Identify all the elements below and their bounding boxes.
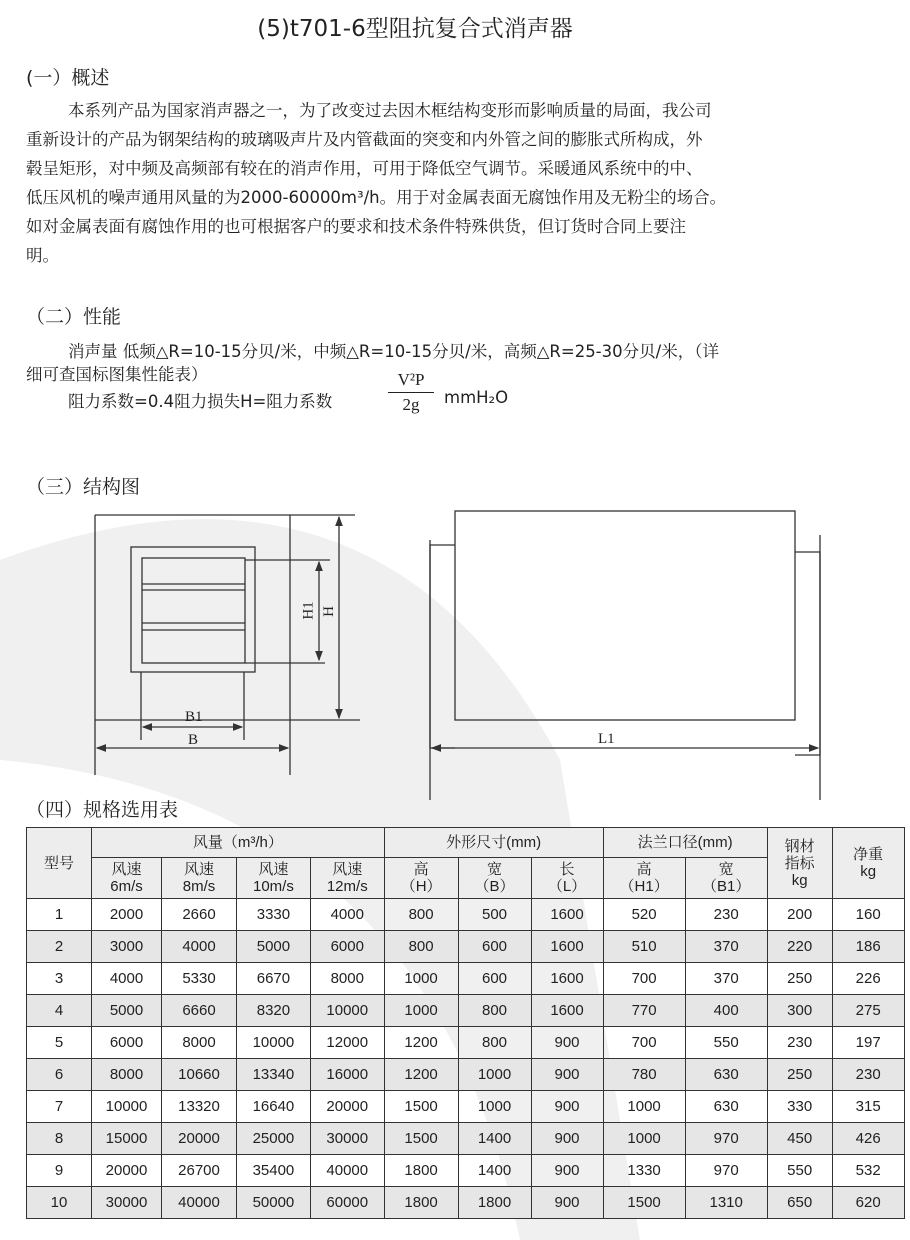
- table-cell: 220: [767, 931, 832, 963]
- header-sub: 高（H1）: [603, 858, 685, 899]
- label-b1: B1: [185, 709, 203, 725]
- table-cell: 9: [27, 1155, 92, 1187]
- table-cell: 1400: [458, 1123, 531, 1155]
- table-cell: 800: [458, 1027, 531, 1059]
- table-cell: 900: [531, 1027, 603, 1059]
- table-cell: 40000: [162, 1187, 237, 1219]
- performance-line: 细可查国标图集性能表）: [26, 365, 208, 384]
- table-cell: 6660: [162, 995, 237, 1027]
- performance-line: 消声量 低频△R=10-15分贝/米，中频△R=10-15分贝/米，高频△R=25-30分贝/米，（详: [68, 342, 719, 361]
- table-cell: 1500: [603, 1187, 685, 1219]
- table-cell: 1: [27, 899, 92, 931]
- table-cell: 700: [603, 1027, 685, 1059]
- table-row: [27, 1027, 905, 1059]
- table-cell: 2660: [162, 899, 237, 931]
- section-heading-performance: （二）性能: [26, 306, 122, 328]
- table-cell: 1200: [384, 1027, 458, 1059]
- table-cell: 10660: [162, 1059, 237, 1091]
- table-cell: 620: [832, 1187, 904, 1219]
- table-cell: 1600: [531, 899, 603, 931]
- table-cell: 20000: [162, 1123, 237, 1155]
- table-cell: 10000: [237, 1027, 311, 1059]
- table-cell: 40000: [310, 1155, 384, 1187]
- table-cell: 250: [767, 1059, 832, 1091]
- table-cell: 10000: [310, 995, 384, 1027]
- table-cell: 26700: [162, 1155, 237, 1187]
- table-cell: 1500: [384, 1091, 458, 1123]
- table-cell: 1000: [384, 963, 458, 995]
- formula-denominator: 2g: [402, 395, 420, 414]
- paragraph-line: 本系列产品为国家消声器之一，为了改变过去因木框结构变形而影响质量的局面，我公司: [68, 101, 712, 120]
- table-row: [27, 995, 905, 1027]
- header-airflow: 风量（m³/h）: [92, 828, 385, 858]
- formula-unit: mmH₂O: [444, 388, 509, 407]
- table-row: [27, 931, 905, 963]
- header-sub: 宽（B）: [458, 858, 531, 899]
- table-cell: 50000: [237, 1187, 311, 1219]
- paragraph-line: 明。: [26, 246, 59, 265]
- table-cell: 400: [685, 995, 767, 1027]
- table-cell: 450: [767, 1123, 832, 1155]
- table-cell: 6670: [237, 963, 311, 995]
- header-sub: 风速6m/s: [92, 858, 162, 899]
- table-cell: 1600: [531, 931, 603, 963]
- header-sub: 长（L）: [531, 858, 603, 899]
- table-cell: 200: [767, 899, 832, 931]
- side-view: [430, 511, 820, 800]
- header-sub: 宽（B1）: [685, 858, 767, 899]
- table-cell: 1800: [384, 1155, 458, 1187]
- table-cell: 6000: [310, 931, 384, 963]
- table-cell: 1310: [685, 1187, 767, 1219]
- paragraph-line: 低压风机的噪声通用风量的为2000-60000m³/h。用于对金属表面无腐蚀作用及无粉尘的场合。: [26, 188, 727, 207]
- table-cell: 10000: [92, 1091, 162, 1123]
- table-cell: 330: [767, 1091, 832, 1123]
- label-l1: L1: [598, 731, 615, 747]
- table-cell: 275: [832, 995, 904, 1027]
- table-row: [27, 1155, 905, 1187]
- header-sub: 高（H）: [384, 858, 458, 899]
- table-cell: 500: [458, 899, 531, 931]
- table-cell: 4000: [162, 931, 237, 963]
- paragraph-line: 毂呈矩形，对中频及高频部有较在的消声作用，可用于降低空气调节。采暖通风系统中的中、: [26, 159, 703, 178]
- front-view: [95, 515, 360, 775]
- label-b: B: [188, 732, 199, 748]
- table-cell: 8: [27, 1123, 92, 1155]
- table-cell: 3: [27, 963, 92, 995]
- table-row: [27, 1059, 905, 1091]
- header-sub: 风速10m/s: [237, 858, 311, 899]
- table-cell: 15000: [92, 1123, 162, 1155]
- table-cell: 1000: [603, 1123, 685, 1155]
- table-cell: 900: [531, 1059, 603, 1091]
- table-cell: 370: [685, 963, 767, 995]
- table-row: [27, 1091, 905, 1123]
- table-cell: 16000: [310, 1059, 384, 1091]
- table-cell: 4000: [92, 963, 162, 995]
- table-cell: 780: [603, 1059, 685, 1091]
- table-cell: 1200: [384, 1059, 458, 1091]
- table-cell: 8000: [162, 1027, 237, 1059]
- header-steel: 钢材指标kg: [767, 828, 832, 899]
- table-cell: 230: [767, 1027, 832, 1059]
- table-cell: 35400: [237, 1155, 311, 1187]
- table-cell: 7: [27, 1091, 92, 1123]
- table-cell: 8000: [310, 963, 384, 995]
- table-cell: 2: [27, 931, 92, 963]
- table-cell: 8000: [92, 1059, 162, 1091]
- table-cell: 30000: [310, 1123, 384, 1155]
- table-cell: 800: [384, 899, 458, 931]
- table-cell: 186: [832, 931, 904, 963]
- section-heading-spec-table: （四）规格选用表: [26, 799, 179, 821]
- header-weight: 净重kg: [832, 828, 904, 899]
- table-cell: 5000: [237, 931, 311, 963]
- table-cell: 6: [27, 1059, 92, 1091]
- header-sub: 风速12m/s: [310, 858, 384, 899]
- paragraph-line: 如对金属表面有腐蚀作用的也可根据客户的要求和技术条件特殊供货，但订货时合同上要注: [26, 217, 686, 236]
- table-cell: 426: [832, 1123, 904, 1155]
- table-cell: 30000: [92, 1187, 162, 1219]
- table-cell: 1000: [603, 1091, 685, 1123]
- label-h1: H1: [300, 601, 317, 620]
- table-cell: 650: [767, 1187, 832, 1219]
- table-cell: 4000: [310, 899, 384, 931]
- section-heading-structure: （三）结构图: [26, 476, 141, 498]
- table-cell: 16640: [237, 1091, 311, 1123]
- table-cell: 25000: [237, 1123, 311, 1155]
- table-cell: 1600: [531, 963, 603, 995]
- table-cell: 5: [27, 1027, 92, 1059]
- label-h: H: [320, 606, 337, 617]
- table-cell: 900: [531, 1155, 603, 1187]
- table-row: [27, 899, 905, 931]
- header-flange: 法兰口径(mm): [603, 828, 767, 858]
- table-cell: 520: [603, 899, 685, 931]
- table-cell: 550: [767, 1155, 832, 1187]
- table-cell: 532: [832, 1155, 904, 1187]
- table-cell: 1330: [603, 1155, 685, 1187]
- table-cell: 1500: [384, 1123, 458, 1155]
- table-cell: 1000: [384, 995, 458, 1027]
- table-cell: 510: [603, 931, 685, 963]
- table-row: [27, 963, 905, 995]
- table-cell: 4: [27, 995, 92, 1027]
- table-cell: 770: [603, 995, 685, 1027]
- table-cell: 1800: [384, 1187, 458, 1219]
- table-cell: 600: [458, 931, 531, 963]
- table-cell: 160: [832, 899, 904, 931]
- formula-numerator: V²P: [388, 370, 434, 393]
- table-cell: 630: [685, 1091, 767, 1123]
- table-cell: 2000: [92, 899, 162, 931]
- table-cell: 13320: [162, 1091, 237, 1123]
- table-cell: 197: [832, 1027, 904, 1059]
- table-cell: 900: [531, 1091, 603, 1123]
- table-cell: 230: [832, 1059, 904, 1091]
- table-cell: 1000: [458, 1091, 531, 1123]
- resistance-line: 阻力系数=0.4阻力损失H=阻力系数: [68, 392, 333, 411]
- table-cell: 370: [685, 931, 767, 963]
- header-sub: 风速8m/s: [162, 858, 237, 899]
- header-outer-size: 外形尺寸(mm): [384, 828, 603, 858]
- table-cell: 300: [767, 995, 832, 1027]
- table-cell: 1800: [458, 1187, 531, 1219]
- table-cell: 5000: [92, 995, 162, 1027]
- paragraph-line: 重新设计的产品为钢架结构的玻璃吸声片及内管截面的突变和内外管之间的膨胀式所构成，外: [26, 130, 703, 149]
- table-row: [27, 1123, 905, 1155]
- table-cell: 3330: [237, 899, 311, 931]
- table-row: [27, 1187, 905, 1219]
- table-cell: 700: [603, 963, 685, 995]
- table-cell: 8320: [237, 995, 311, 1027]
- table-cell: 250: [767, 963, 832, 995]
- table-cell: 600: [458, 963, 531, 995]
- table-cell: 20000: [310, 1091, 384, 1123]
- table-cell: 800: [384, 931, 458, 963]
- table-cell: 1600: [531, 995, 603, 1027]
- table-cell: 630: [685, 1059, 767, 1091]
- table-cell: 20000: [92, 1155, 162, 1187]
- table-cell: 3000: [92, 931, 162, 963]
- table-cell: 900: [531, 1123, 603, 1155]
- table-cell: 10: [27, 1187, 92, 1219]
- table-cell: 226: [832, 963, 904, 995]
- table-cell: 900: [531, 1187, 603, 1219]
- table-cell: 13340: [237, 1059, 311, 1091]
- table-cell: 230: [685, 899, 767, 931]
- table-cell: 1000: [458, 1059, 531, 1091]
- section-heading-overview: (一）概述: [26, 67, 110, 89]
- table-cell: 970: [685, 1155, 767, 1187]
- table-cell: 550: [685, 1027, 767, 1059]
- table-cell: 6000: [92, 1027, 162, 1059]
- table-cell: 1400: [458, 1155, 531, 1187]
- table-cell: 970: [685, 1123, 767, 1155]
- header-model: 型号: [27, 828, 92, 899]
- table-cell: 12000: [310, 1027, 384, 1059]
- table-cell: 5330: [162, 963, 237, 995]
- page-title: (5)t701-6型阻抗复合式消声器: [257, 16, 573, 42]
- spec-table: [26, 827, 905, 1219]
- table-cell: 800: [458, 995, 531, 1027]
- table-cell: 60000: [310, 1187, 384, 1219]
- table-cell: 315: [832, 1091, 904, 1123]
